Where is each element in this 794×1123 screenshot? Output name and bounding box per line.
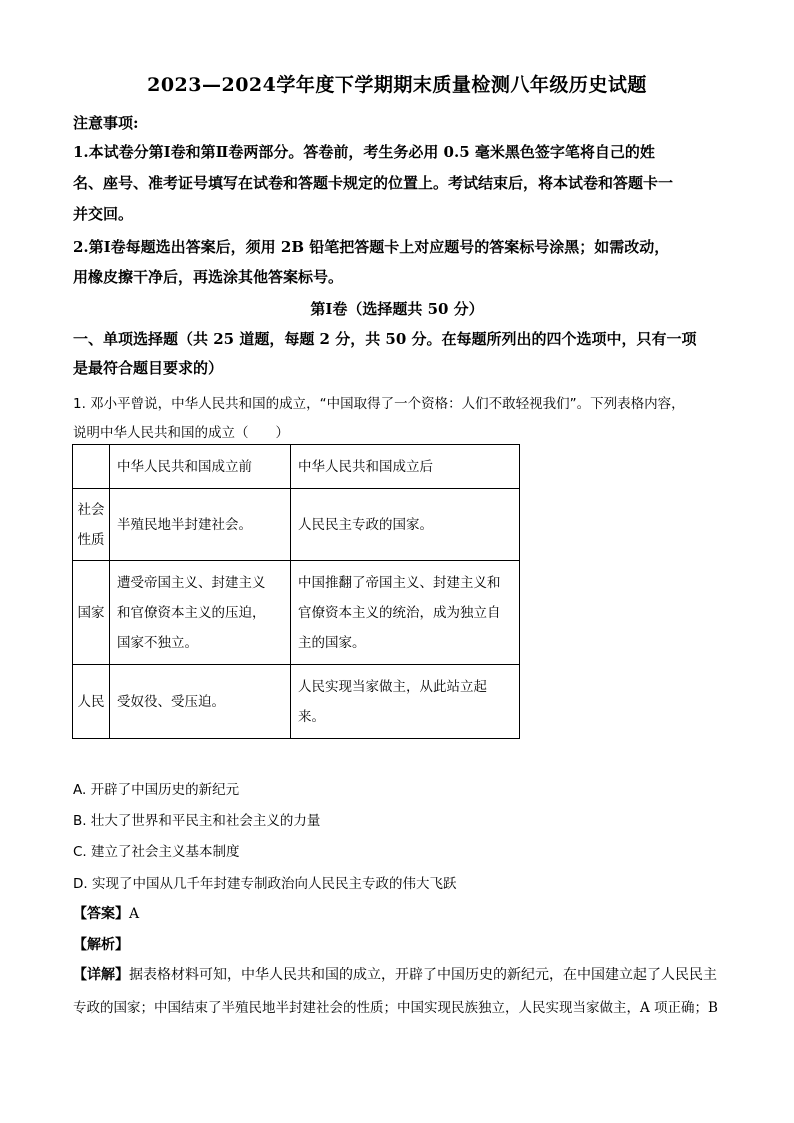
table-cell-after xyxy=(291,665,520,739)
row-label xyxy=(73,665,110,739)
option-d[interactable]: D. 实现了中国从几千年封建专制政治向人民民主专政的伟大飞跃 xyxy=(73,876,457,892)
cell-line: 官僚资本主义的统治，成为独立自 xyxy=(298,604,501,621)
table-row xyxy=(73,489,520,561)
option-a[interactable]: A. 开辟了中国历史的新纪元 xyxy=(73,782,240,798)
table-row xyxy=(73,665,520,739)
detail-text: 专政的国家；中国结束了半殖民地半封建社会的性质；中国实现民族独立，人民实现当家做主，A 项正确；B xyxy=(73,1000,718,1016)
table-cell-after xyxy=(291,489,520,561)
table-cell-before xyxy=(110,489,291,561)
table-cell-after xyxy=(291,561,520,665)
answer-line xyxy=(73,903,139,923)
table-header-cell: 中华人民共和国成立后 xyxy=(291,445,520,489)
notice-line: 名、座号、准考证号填写在试卷和答题卡规定的位置上。考试结束后，将本试卷和答题卡一 xyxy=(73,174,674,192)
cell-line: 来。 xyxy=(298,708,325,725)
table-cell-before xyxy=(110,561,291,665)
notice-line: 用橡皮擦干净后，再选涂其他答案标号。 xyxy=(73,268,344,286)
analysis-label: 【解析】 xyxy=(73,937,129,953)
notice-line: 1.本试卷分第Ⅰ卷和第Ⅱ卷两部分。答卷前，考生务必用 0.5 毫米黑色签字笔将自己的姓 xyxy=(73,143,655,161)
analysis-line xyxy=(73,934,129,954)
option-b[interactable]: B. 壮大了世界和平民主和社会主义的力量 xyxy=(73,813,321,829)
table-row xyxy=(73,561,520,665)
detail-line xyxy=(73,964,717,984)
notice-line: 并交回。 xyxy=(73,205,134,223)
row-label-line: 社会 xyxy=(77,501,105,518)
answer-label: 【答案】 xyxy=(73,906,129,922)
row-label-line: 性质 xyxy=(77,531,105,548)
question-stem: 1. 邓小平曾说，中华人民共和国的成立，“中国取得了一个资格：人们不敢轻视我们”。下列表格内容， xyxy=(73,396,685,412)
section-title: 第Ⅰ卷（选择题共 50 分） xyxy=(310,300,484,318)
cell-line: 人民实现当家做主，从此站立起 xyxy=(298,678,487,695)
cell-line: 人民民主专政的国家。 xyxy=(298,516,433,533)
cell-line: 中国推翻了帝国主义、封建主义和 xyxy=(298,574,501,591)
notice-line: 2.第Ⅰ卷每题选出答案后，须用 2B 铅笔把答题卡上对应题号的答案标号涂黑；如需改动， xyxy=(73,238,670,256)
answer-value: A xyxy=(129,906,140,922)
notice-heading: 注意事项: xyxy=(73,114,139,132)
row-label-line: 国家 xyxy=(77,604,105,621)
page-title: 2023—2024学年度下学期期末质量检测八年级历史试题 xyxy=(147,74,647,96)
cell-line: 和官僚资本主义的压迫， xyxy=(117,604,266,621)
table-header-row xyxy=(73,445,520,489)
row-label xyxy=(73,561,110,665)
row-label-line: 人民 xyxy=(77,693,105,710)
table-header-cell: 中华人民共和国成立前 xyxy=(110,445,291,489)
row-label xyxy=(73,489,110,561)
cell-line: 国家不独立。 xyxy=(117,634,198,651)
cell-line: 遭受帝国主义、封建主义 xyxy=(117,574,266,591)
cell-line: 主的国家。 xyxy=(298,634,366,651)
question-stem: 说明中华人民共和国的成立（ ） xyxy=(73,425,289,441)
detail-label: 【详解】 xyxy=(73,967,129,983)
comparison-table xyxy=(72,444,520,739)
detail-text: 据表格材料可知，中华人民共和国的成立，开辟了中国历史的新纪元，在中国建立起了人民民主 xyxy=(129,967,717,983)
option-c[interactable]: C. 建立了社会主义基本制度 xyxy=(73,844,240,860)
section-intro: 一、单项选择题（共 25 道题，每题 2 分，共 50 分。在每题所列出的四个选项中，只有一项 xyxy=(73,330,697,348)
cell-line: 半殖民地半封建社会。 xyxy=(117,516,252,533)
section-intro: 是最符合题目要求的） xyxy=(73,359,224,377)
table-cell-before xyxy=(110,665,291,739)
cell-line: 受奴役、受压迫。 xyxy=(117,693,225,710)
table-header-cell xyxy=(73,445,110,489)
